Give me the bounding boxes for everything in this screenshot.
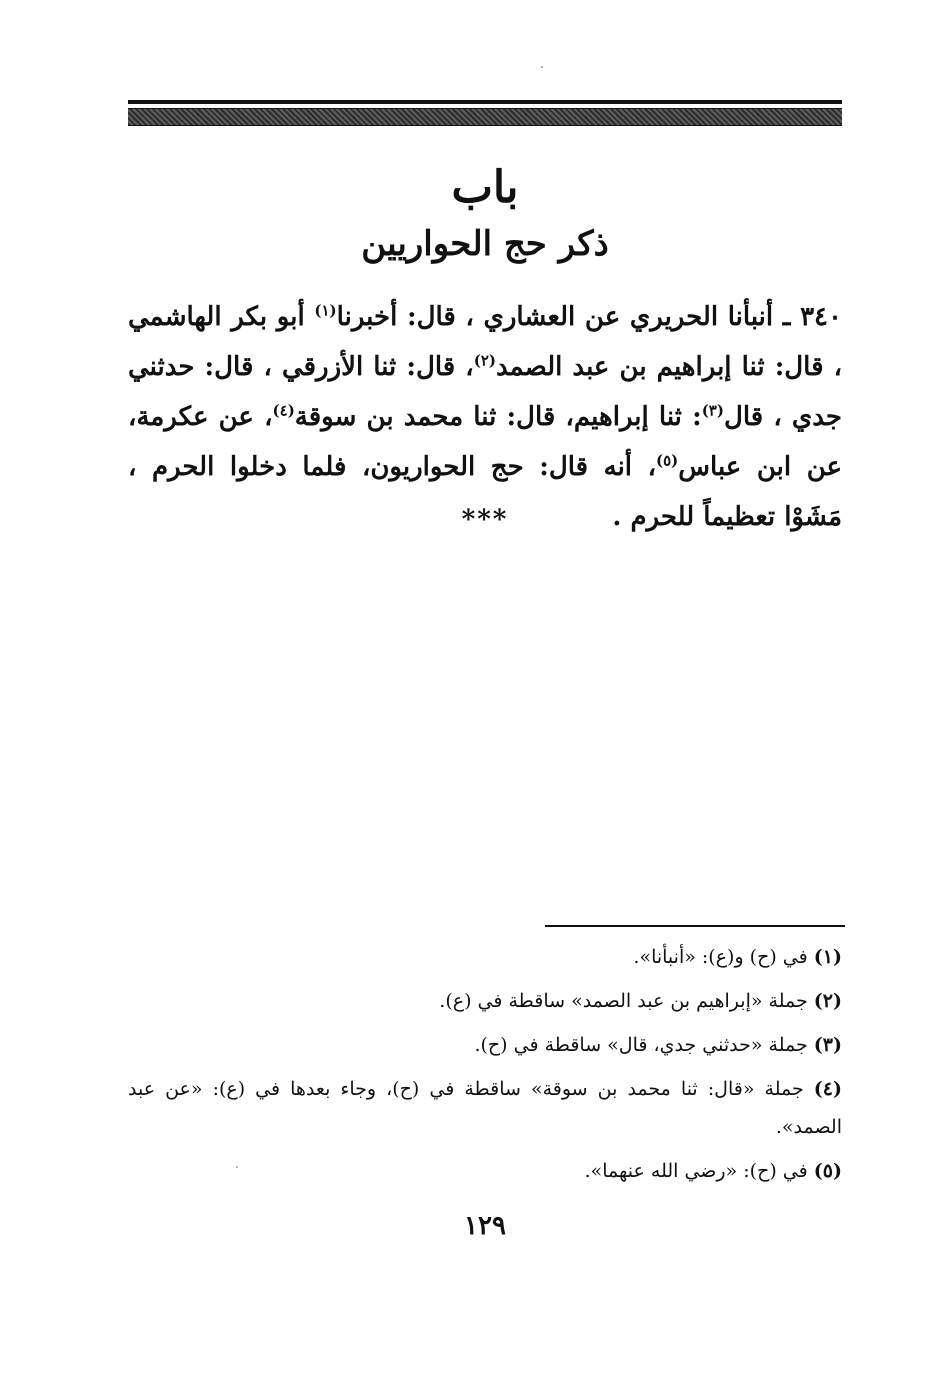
chapter-label: باب (451, 162, 519, 213)
hadith-text-segment: أنبأنا الحريري عن العشاري ، قال: أخبرنا (336, 302, 774, 332)
header-rule-hatched-band (128, 108, 842, 126)
footnote-item (128, 982, 842, 1020)
hadith-text-segment: ، عن عكرمة، عن ابن عباس (128, 402, 842, 482)
footnote-reference[interactable]: (٤) (272, 401, 295, 420)
footnote-item (128, 938, 842, 976)
chapter-title: ذكر حج الحواريين (361, 224, 609, 264)
scan-speck (541, 66, 543, 68)
footnote-text: في (ح) و(ع): «أنبأنا». (633, 946, 808, 968)
footnote-item (128, 1070, 842, 1146)
footnote-number: (١) (813, 946, 842, 968)
footnote-reference[interactable]: (٣) (701, 401, 724, 420)
hadith-number-dash: ـ (773, 302, 801, 332)
hadith-number: ٣٤٠ (800, 302, 842, 332)
footnote-item (128, 1152, 842, 1190)
header-rule-thin-line (128, 100, 842, 104)
hadith-text-segment: ، أنه قال: حج الحواريون، فلما دخلوا الحرم ، مَشَوْا تعظيماً للحرم . (128, 452, 842, 532)
footnote-divider (545, 925, 845, 927)
footnote-text: جملة «حدثني جدي، قال» ساقطة في (ح). (474, 1034, 808, 1056)
footnote-text: جملة «قال: ثنا محمد بن سوقة» ساقطة في (ح)، وجاء بعدها في (ع): «عن عبد الصمد». (128, 1078, 842, 1138)
page-number: ١٢٩ (464, 1211, 506, 1241)
header-rule (128, 100, 842, 126)
footnote-reference[interactable]: (٥) (656, 451, 679, 470)
footnote-reference[interactable]: (١) (314, 301, 337, 320)
hadith-text-segment: ، قال: ثنا الأزرقي ، قال: حدثني جدي ، قال (128, 352, 843, 432)
footnote-number: (٣) (813, 1034, 842, 1056)
footnote-number: (٢) (813, 990, 842, 1012)
footnote-item (128, 1026, 842, 1064)
footnote-reference[interactable]: (٢) (473, 351, 496, 370)
footnote-number: (٥) (813, 1160, 842, 1182)
hadith-text-segment: أبو بكر الهاشمي ، قال: ثنا إبراهيم بن عبد الصمد (128, 302, 843, 382)
footnotes-section (128, 938, 842, 1196)
footnote-text: جملة «إبراهيم بن عبد الصمد» ساقطة في (ع). (439, 990, 808, 1012)
footnote-text: في (ح): «رضي الله عنهما». (584, 1160, 808, 1182)
hadith-text-segment: : ثنا إبراهيم، قال: ثنا محمد بن سوقة (294, 402, 702, 432)
footnote-number: (٤) (813, 1078, 842, 1100)
section-separator: *** (461, 505, 509, 535)
